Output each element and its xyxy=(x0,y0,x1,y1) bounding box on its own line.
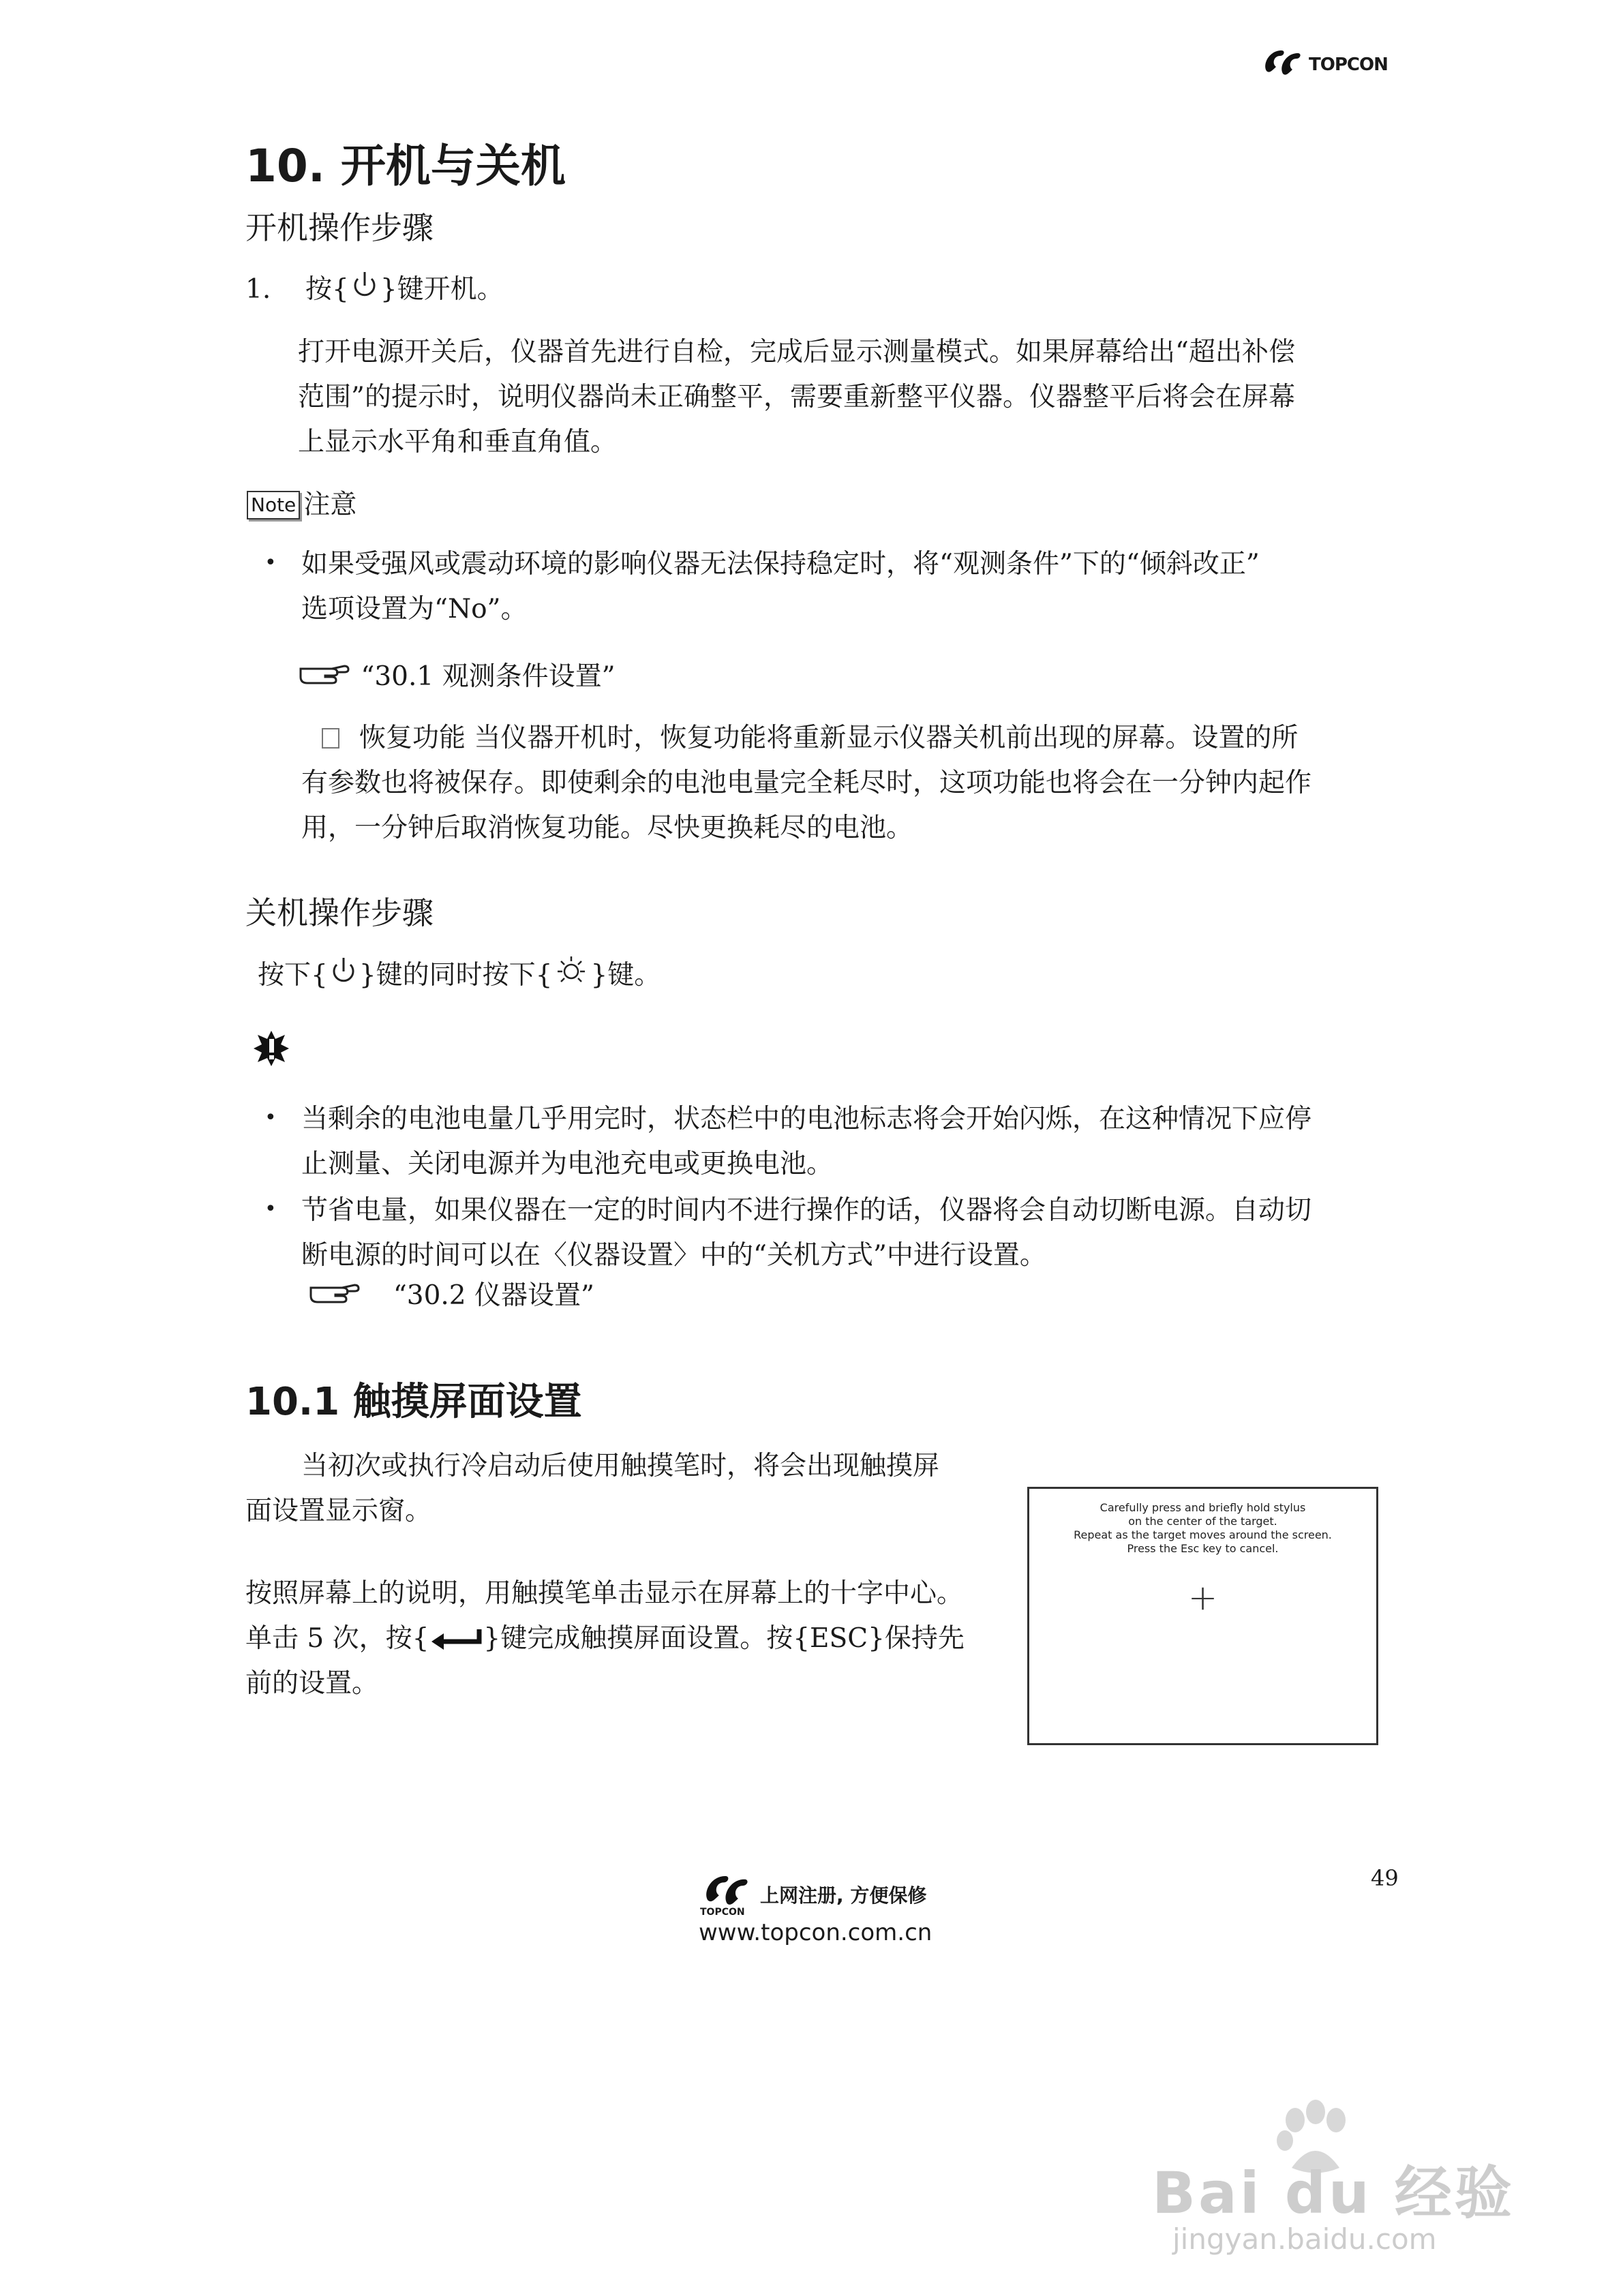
note-header xyxy=(247,483,357,528)
caution-b2-line-2: 断电源的时间可以在〈仪器设置〉中的“关机方式”中进行设置。 xyxy=(301,1240,1046,1271)
poweroff-instruction xyxy=(258,953,661,998)
footer-url[interactable]: www.topcon.com.cn xyxy=(699,1919,932,1946)
touch-p1-line-2: 面设置显示窗。 xyxy=(245,1496,432,1526)
touch-p2-line-2: 单击 5 次，按{ }键完成触摸屏面设置。按{ESC}保持先 xyxy=(245,1623,965,1654)
watermark-brand: Bai du 经验 xyxy=(1152,2160,1515,2226)
step-post: }键开机。 xyxy=(380,274,504,305)
caution-bullet-dot-1: • xyxy=(264,1106,277,1130)
caution-b1-line-1: 当剩余的电池电量几乎用完时，状态栏中的电池标志将会开始闪烁，在这种情况下应停 xyxy=(301,1104,1312,1134)
touch-calibration-screen[interactable] xyxy=(1027,1487,1378,1745)
poweron-step xyxy=(245,267,504,312)
topcon-logo-icon xyxy=(700,1871,759,1908)
note-label: 注意 xyxy=(303,489,357,520)
footer-slogan: 上网注册, 方便保修 xyxy=(760,1884,927,1907)
header-brand: TOPCON xyxy=(1309,55,1388,75)
poweroff-mid: }键的同时按下{ xyxy=(359,960,553,991)
poweron-line-2: 范围”的提示时，说明仪器尚未正确整平，需要重新整平仪器。仪器整平后将会在屏幕 xyxy=(298,382,1295,412)
caution-reference[interactable] xyxy=(308,1273,594,1318)
caution-bullet-2 xyxy=(301,1188,1419,1278)
calibration-line-1: Carefully press and briefly hold stylus xyxy=(1099,1501,1306,1514)
touch-p1-line-1: 当初次或执行冷启动后使用触摸笔时，将会出现触摸屏 xyxy=(301,1451,940,1481)
pointing-hand-icon xyxy=(308,1281,363,1308)
touch-p2-line-1: 按照屏幕上的说明，用触摸笔单击显示在屏幕上的十字中心。 xyxy=(245,1578,964,1609)
touch-heading: 10.1 触摸屏面设置 xyxy=(245,1380,582,1424)
footer-logo-text: TOPCON xyxy=(700,1907,745,1918)
caution-reference-text: “30.2 仪器设置” xyxy=(393,1280,594,1311)
header-logo xyxy=(1261,46,1397,80)
note-badge-icon: Note xyxy=(247,491,300,519)
note-bullet-line-1: 如果受强风或震动环境的影响仪器无法保持稳定时，将“观测条件”下的“倾斜改正” xyxy=(301,549,1260,579)
crosshair-target[interactable]: + xyxy=(1187,1577,1218,1618)
poweroff-pre: 按下{ xyxy=(258,960,328,991)
caution-b1-line-2: 止测量、关闭电源并为电池充电或更换电池。 xyxy=(301,1149,834,1179)
enter-key-icon xyxy=(429,1627,483,1650)
watermark-url: jingyan.baidu.com xyxy=(1172,2222,1437,2256)
caution-bullet-dot-2: • xyxy=(264,1197,277,1221)
pointing-hand-icon xyxy=(298,662,352,689)
calibration-line-4: Press the Esc key to cancel. xyxy=(1127,1542,1279,1555)
step-pre: 按{ xyxy=(305,274,349,305)
touch-paragraph-1 xyxy=(245,1444,1009,1534)
caution-icon xyxy=(252,1029,290,1068)
caution-bullet-1 xyxy=(301,1097,1419,1187)
caution-b2-line-1: 节省电量，如果仪器在一定的时间内不进行操作的话，仪器将会自动切断电源。自动切 xyxy=(301,1195,1312,1226)
touch-paragraph-2 xyxy=(245,1571,1009,1706)
calibration-instructions xyxy=(1029,1501,1376,1556)
topcon-logo-icon xyxy=(1261,46,1309,78)
poweron-line-1: 打开电源开关后，仪器首先进行自检，完成后显示测量模式。如果屏幕给出“超出补偿 xyxy=(298,337,1295,367)
baidu-watermark xyxy=(1152,2100,1561,2263)
page-number: 49 xyxy=(1371,1865,1399,1891)
calibration-line-2: on the center of the target. xyxy=(1128,1515,1277,1528)
note-reference[interactable] xyxy=(298,654,616,699)
poweron-paragraph xyxy=(298,330,1416,465)
resume-line-2: 有参数也将被保存。即使剩余的电池电量完全耗尽时，这项功能也将会在一分钟内起作 xyxy=(301,768,1312,798)
resume-line-3: 用，一分钟后取消恢复功能。尽快更换耗尽的电池。 xyxy=(301,813,913,843)
illumination-icon xyxy=(552,954,590,985)
calibration-line-3: Repeat as the target moves around the screen. xyxy=(1074,1528,1332,1541)
note-bullet xyxy=(301,542,1419,632)
poweron-heading: 开机操作步骤 xyxy=(245,209,434,246)
power-icon xyxy=(328,956,359,986)
page-title: 10. 开机与关机 xyxy=(245,140,566,192)
note-bullet-dot: • xyxy=(264,551,277,575)
resume-line-1: 恢复功能 当仪器开机时，恢复功能将重新显示仪器关机前出现的屏幕。设置的所 xyxy=(359,723,1299,753)
resume-paragraph xyxy=(301,716,1419,851)
poweroff-post: }键。 xyxy=(590,960,661,991)
poweron-line-3: 上显示水平角和垂直角值。 xyxy=(298,427,618,457)
footer-logo xyxy=(699,1871,944,1946)
poweroff-heading: 关机操作步骤 xyxy=(245,894,434,931)
note-bullet-line-2: 选项设置为“No”。 xyxy=(301,594,528,624)
step-number: 1. xyxy=(245,274,271,305)
note-reference-text: “30.1 观测条件设置” xyxy=(361,661,616,692)
touch-p2-line-3: 前的设置。 xyxy=(245,1668,379,1699)
power-icon xyxy=(349,271,380,301)
